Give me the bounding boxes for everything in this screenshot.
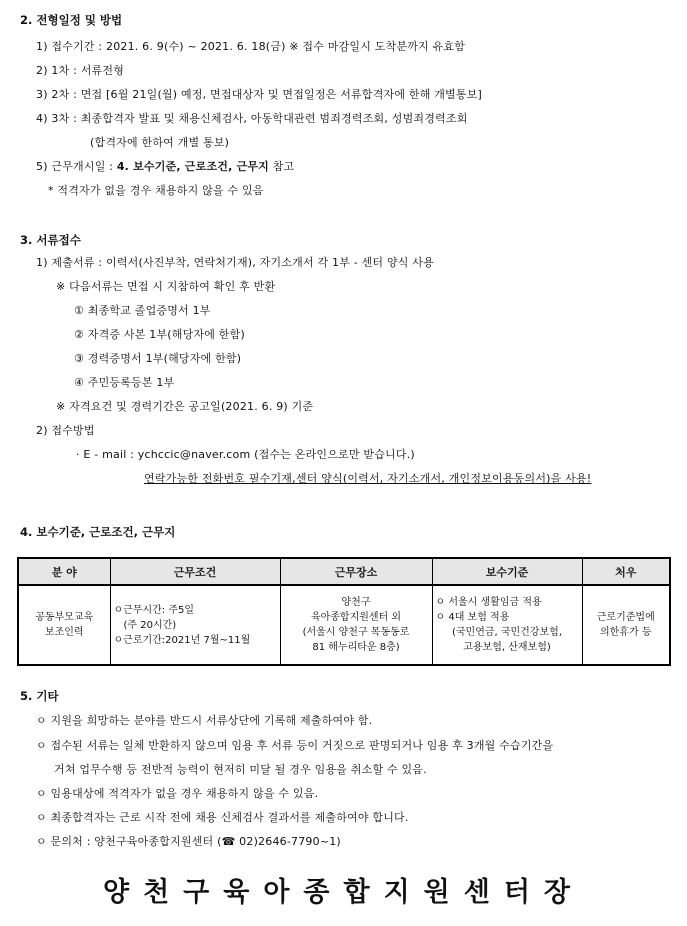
header-location: 근무장소 <box>280 558 432 585</box>
header-field: 분 야 <box>18 558 110 585</box>
schedule-item-4-note: (합격자에 한하여 개별 통보) <box>90 136 230 149</box>
cell-pay: ㅇ 서울시 생활임금 적용 ㅇ 4대 보험 적용 (국민연금, 국민건강보험, 고용보험, 산재보험) <box>432 585 582 665</box>
table-header-row <box>18 558 670 585</box>
doc-item: ② 자격증 사본 1부(해당자에 한함) <box>74 328 245 341</box>
cell-field: 공동부모교육 보조인력 <box>18 585 110 665</box>
etc-item: ㅇ 접수된 서류는 일체 반환하지 않으며 임용 후 서류 등이 거짓으로 판명되거나 임용 후 3개월 수습기간을 <box>36 739 554 752</box>
cell-treatment: 근로기준법에 의한휴가 등 <box>582 585 670 665</box>
cell-conditions: ㅇ근무시간: 주5일 (주 20시간) ㅇ근로기간:2021년 7월~11월 <box>110 585 280 665</box>
conditions-table <box>17 557 671 666</box>
schedule-item-5-prefix: 5) 근무개시일 : <box>36 160 117 173</box>
etc-item: ㅇ 문의처 : 양천구육아종합지원센터 (☎ 02)2646-7790~1) <box>36 835 341 848</box>
etc-item-continued: 거쳐 업무수행 등 전반적 능력이 현저히 미달 될 경우 임용을 취소할 수 있음. <box>54 763 427 776</box>
header-pay: 보수기준 <box>432 558 582 585</box>
table-row <box>18 585 670 665</box>
schedule-item-4: 4) 3차 : 최종합격자 발표 및 채용신체검사, 아동학대관련 범죄경력조회, 성범죄경력조회 <box>36 112 468 125</box>
etc-item: ㅇ 최종합격자는 근로 시작 전에 채용 신체검사 결과서를 제출하여야 합니다. <box>36 811 409 824</box>
schedule-item-5 <box>36 158 294 174</box>
section5-title: 5. 기타 <box>20 689 59 703</box>
email-line: · E - mail : ychccic@naver.com (접수는 온라인으로만 받습니다.) <box>76 448 415 461</box>
cell-location: 양천구 육아종합지원센터 외 (서울시 양천구 목동동로 81 해누리타운 8층) <box>280 585 432 665</box>
section4-title: 4. 보수기준, 근로조건, 근무지 <box>20 525 176 539</box>
doc-item: ④ 주민등록등본 1부 <box>74 376 175 389</box>
section2-title: 2. 전형일정 및 방법 <box>20 13 123 27</box>
schedule-item-1: 1) 접수기간 : 2021. 6. 9(수) ~ 2021. 6. 18(금) ※ 접수 마감일시 도착분까지 유효함 <box>36 40 466 53</box>
header-treatment: 처우 <box>582 558 670 585</box>
header-conditions: 근무조건 <box>110 558 280 585</box>
underline-notice: 연락가능한 전화번호 필수기재,센터 양식(이력서, 자기소개서, 개인정보이용동의서)을 사용! <box>144 472 592 485</box>
etc-item: ㅇ 지원을 희망하는 분야를 반드시 서류상단에 기록해 제출하여야 함. <box>36 714 373 727</box>
issuer-title: 양천구육아종합지원센터장 <box>103 877 584 908</box>
submit-sub-note: ※ 다음서류는 면접 시 지참하여 확인 후 반환 <box>56 280 276 293</box>
section3-title: 3. 서류접수 <box>20 233 81 247</box>
schedule-note: * 적격자가 없을 경우 채용하지 않을 수 있음 <box>48 184 264 197</box>
etc-item: ㅇ 임용대상에 적격자가 없을 경우 채용하지 않을 수 있음. <box>36 787 319 800</box>
schedule-item-3: 3) 2차 : 면접 [6월 21일(월) 예정, 면접대상자 및 면접일정은 서류합격자에 한해 개별통보] <box>36 88 483 101</box>
doc-item: ① 최종학교 졸업증명서 1부 <box>74 304 211 317</box>
schedule-item-5-ref: 4. 보수기준, 근로조건, 근무지 <box>116 160 269 173</box>
schedule-item-5-suffix: 참고 <box>269 160 295 173</box>
submit-docs: 1) 제출서류 : 이력서(사진부착, 연락처기재), 자기소개서 각 1부 - 센터 양식 사용 <box>36 256 434 269</box>
criteria-note: ※ 자격요건 및 경력기간은 공고일(2021. 6. 9) 기준 <box>56 400 314 413</box>
schedule-item-2: 2) 1차 : 서류전형 <box>36 64 125 77</box>
submit-method: 2) 접수방법 <box>36 424 95 437</box>
doc-item: ③ 경력증명서 1부(해당자에 한함) <box>74 352 242 365</box>
